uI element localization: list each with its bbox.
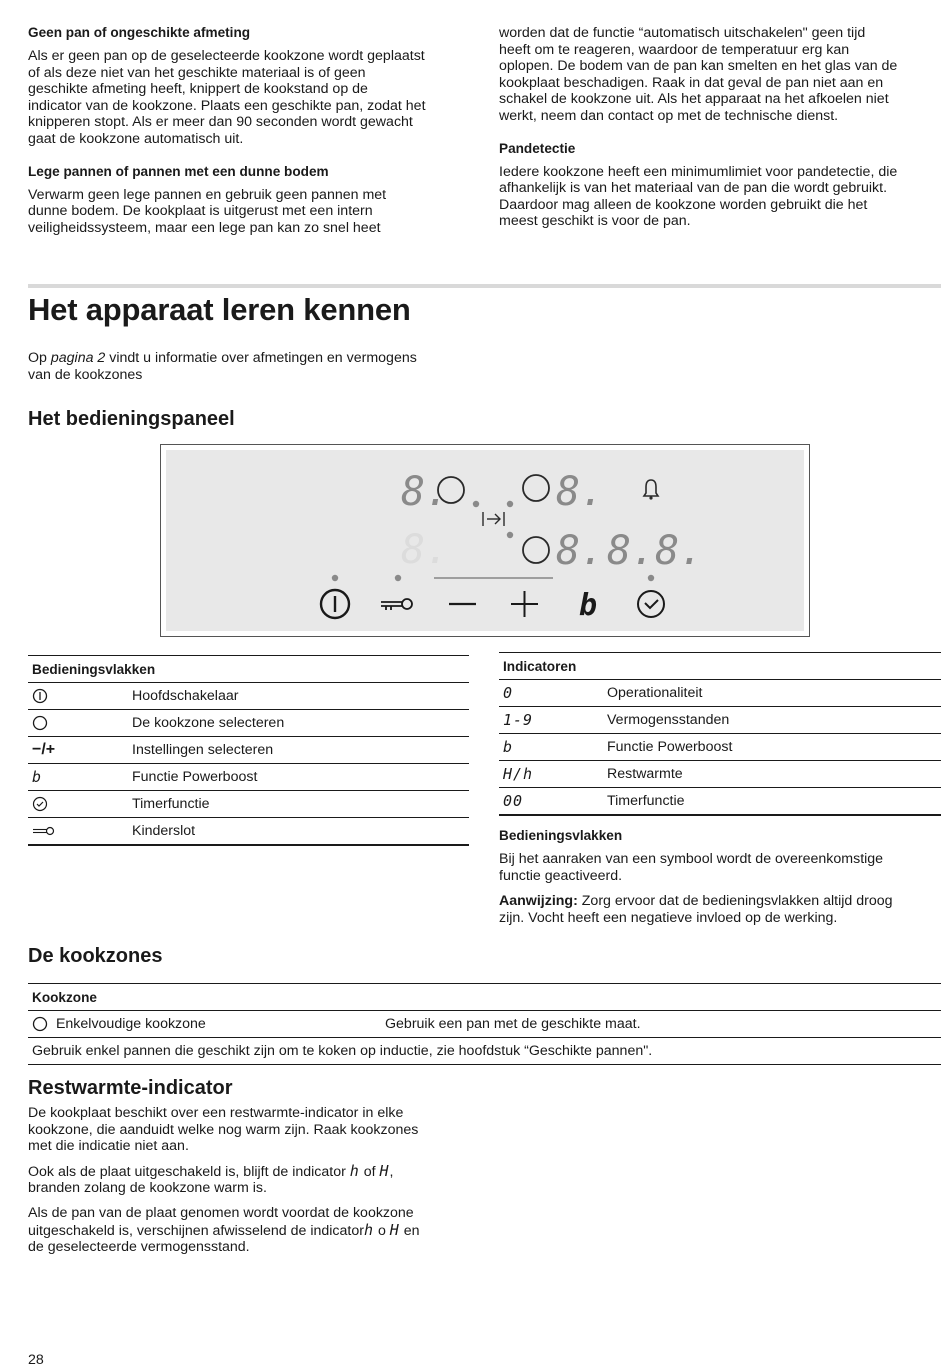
text-line: of als deze niet van het geschikte materiaal is of geen: [28, 64, 366, 81]
text-line: geschikte afmeting heeft, knippert de kookstand op de: [28, 81, 368, 98]
control-panel-svg: [161, 445, 809, 636]
section-title-control-panel: Het bedieningspaneel: [28, 408, 235, 430]
page-reference-link[interactable]: pagina 2: [50, 350, 106, 366]
section-title-controls: Bedieningsvlakken: [499, 828, 623, 843]
text-line: Als de pan van de plaat genomen wordt voordat de kookzone: [28, 1204, 414, 1221]
key-icon: [32, 825, 56, 837]
indicator-symbol: 1-9: [503, 711, 534, 729]
text-span: o: [374, 1222, 390, 1239]
text-line: werkt, neem dan contact op met de technische dienst.: [499, 107, 839, 124]
text-line: functie geactiveerd.: [499, 867, 623, 884]
cooking-zones-table: [28, 983, 941, 1065]
text-line: veiligheidssysteem, maar een lege pan kan zo snel heet: [28, 219, 381, 236]
text-line: dunne bodem. De kookplaat is uitgerust met een intern: [28, 203, 373, 220]
indicator-symbol: b: [503, 738, 514, 756]
text-line: kookzone, die aanduidt welke nog warm zijn. Raak kookzones: [28, 1121, 419, 1138]
table-row: [28, 818, 469, 846]
empty-pans-paragraph: [28, 187, 478, 237]
text-line: de geselecteerde vermogensstand.: [28, 1239, 250, 1256]
text-line: Bij het aanraken van een symbool wordt de overeenkomstige: [499, 851, 884, 867]
intro-text: van de kookzones: [28, 366, 143, 383]
table-row: [28, 737, 469, 764]
cooking-zones-table-header: Kookzone: [28, 984, 941, 1011]
table-cell-label: Operationaliteit: [603, 680, 941, 707]
table-cell-label: Vermogensstanden: [603, 707, 941, 734]
display-timer: 8.8.: [607, 528, 704, 574]
control-panel-figure: [160, 444, 810, 637]
intro-paragraph: [28, 350, 478, 383]
text-line: Daardoor mag alleen de kookzone worden gebruikt die het: [499, 196, 868, 213]
indicator-symbol: H/h: [503, 765, 534, 783]
intro-text: Op: [28, 350, 51, 366]
controls-table: [28, 655, 469, 846]
section-title-empty-pans: Lege pannen of pannen met een dunne bodem: [28, 163, 329, 179]
indicator-H-symbol: H: [389, 1220, 400, 1239]
text-line: afhankelijk is van het materiaal van de pan die wordt gebruikt.: [499, 180, 888, 197]
text-line: oplopen. De bodem van de pan kan smelten en het glas van de: [499, 58, 898, 75]
circle-icon: [32, 715, 48, 731]
text-span: en: [399, 1222, 420, 1239]
controls-table-wrapper: [28, 655, 469, 846]
text-span: of: [359, 1163, 380, 1180]
timer-icon: [32, 796, 48, 812]
pandetectie-paragraph: [499, 164, 944, 230]
indicator-h-symbol: h: [363, 1220, 374, 1239]
text-line: met die indicatie niet aan.: [28, 1138, 189, 1155]
text-span: ,: [389, 1163, 394, 1180]
controls-explanation: [499, 828, 944, 926]
table-cell-label: Kinderslot: [128, 818, 469, 846]
text-line: branden zolang de kookzone warm is.: [28, 1180, 267, 1197]
section-title-cooking-zones: De kookzones: [28, 945, 163, 967]
text-line: indicator van de kookzone. Plaats een geschikte pan, zodat het: [28, 97, 426, 114]
table-row: [499, 680, 941, 707]
table-cell-label: Timerfunctie: [128, 791, 469, 818]
table-cell-label: Hoofdschakelaar: [128, 683, 469, 710]
text-span: Ook als de plaat uitgeschakeld is, blijft de indicator: [28, 1163, 350, 1180]
text-span: uitgeschakeld is, verschijnen afwisselend de indicator: [28, 1222, 364, 1239]
text-line: kookplaat beschadigen. Raak in dat geval de pan niet aan en: [499, 74, 884, 91]
zone-indicator-dot: [507, 532, 513, 538]
note-label: Aanwijzing:: [499, 893, 578, 910]
text-line: meest geschikt is voor de pan.: [499, 213, 691, 230]
table-cell-value: Gebruik een pan met de geschikte maat.: [381, 1011, 941, 1038]
indicators-table-wrapper: [499, 652, 941, 816]
table-cell-label: Timerfunctie: [603, 788, 941, 816]
page-title: Het apparaat leren kennen: [28, 292, 411, 327]
table-cell-label: Instellingen selecteren: [128, 737, 469, 764]
table-cell-label: De kookzone selecteren: [128, 710, 469, 737]
table-cell-label: Restwarmte: [603, 761, 941, 788]
section-title-residual-heat: Restwarmte-indicator: [28, 1077, 233, 1099]
indicators-table: [499, 652, 941, 816]
table-row: [499, 761, 941, 788]
indicator-dot: [395, 575, 401, 581]
text-line: gaat de kookzone automatisch uit.: [28, 130, 244, 147]
power-icon: [32, 688, 48, 704]
circle-icon: [32, 1016, 48, 1032]
indicator-symbol: 00: [503, 792, 524, 810]
no-pan-paragraph: [28, 48, 478, 148]
residual-heat-p2: [28, 1163, 478, 1197]
table-row: [28, 683, 469, 710]
section-title-pandetectie: Pandetectie: [499, 140, 576, 156]
indicator-dot: [332, 575, 338, 581]
residual-heat-p3: [28, 1205, 478, 1256]
text-line: schakel de kookzone uit. Als het apparaat na het afkoelen niet: [499, 91, 889, 108]
indicator-symbol: 0: [503, 684, 514, 702]
indicators-table-header: Indicatoren: [499, 653, 941, 680]
table-row: [28, 791, 469, 818]
continued-paragraph: [499, 25, 944, 125]
text-line: heeft om te reageren, waardoor de temperatuur erg kan: [499, 41, 850, 58]
zone-indicator-dot: [507, 501, 513, 507]
table-row: [499, 788, 941, 816]
table-cell-label: Functie Powerboost: [603, 734, 941, 761]
indicator-h-symbol: h: [349, 1161, 360, 1180]
text-line: De kookplaat beschikt over een restwarmte-indicator in elke: [28, 1105, 404, 1121]
boost-icon: b: [32, 768, 43, 786]
display-top-right: 8.: [556, 469, 605, 515]
residual-heat-text: [28, 1105, 478, 1256]
table-row: [28, 710, 469, 737]
top-right-column: [499, 25, 944, 230]
indicator-dot: [648, 575, 654, 581]
display-top-left: 8.: [401, 469, 450, 515]
table-row: [499, 734, 941, 761]
table-row: [499, 707, 941, 734]
boost-icon: b: [579, 588, 598, 623]
display-bottom: 8.: [556, 528, 605, 574]
intro-text: vindt u informatie over afmetingen en vermogens: [105, 350, 417, 366]
minus-plus-icon: −/+: [32, 741, 56, 758]
table-cell-label: Enkelvoudige kookzone: [55, 1015, 206, 1032]
text-line: worden dat de functie “automatisch uitschakelen" geen tijd: [499, 25, 866, 41]
top-left-column: [28, 25, 478, 236]
text-line: knipperen stopt. Als er meer dan 90 seconden wordt gewacht: [28, 114, 413, 131]
table-cell-label: Functie Powerboost: [128, 764, 469, 791]
text-line: Als er geen pan op de geselecteerde kookzone wordt geplaatst: [28, 48, 425, 64]
table-footer-note: Gebruik enkel pannen die geschikt zijn om te koken op inductie, zie hoofdstuk “Geschikte pannen".: [28, 1038, 941, 1065]
display-bottom-faint: 8.: [401, 527, 450, 573]
cooking-zones-table-wrapper: [28, 983, 941, 1065]
table-row: [28, 764, 469, 791]
section-title-no-pan: Geen pan of ongeschikte afmeting: [28, 25, 251, 40]
text-line: Verwarm geen lege pannen en gebruik geen pannen met: [28, 186, 387, 203]
section-divider: [28, 284, 941, 288]
controls-table-header: Bedieningsvlakken: [28, 656, 469, 683]
indicator-H-symbol: H: [379, 1161, 390, 1180]
note-paragraph: [499, 893, 944, 926]
table-row: [28, 1038, 941, 1065]
residual-heat-p1: [28, 1105, 478, 1155]
panel-glass: [166, 450, 804, 631]
page-number: 28: [28, 1352, 44, 1368]
text-line: Iedere kookzone heeft een minimumlimiet voor pandetectie, die: [499, 163, 898, 180]
table-row: [28, 1011, 941, 1038]
note-text: Zorg ervoor dat de bedieningsvlakken altijd droog: [577, 893, 893, 910]
note-text: zijn. Vocht heeft een negatieve invloed op de werking.: [499, 909, 838, 926]
zone-indicator-dot: [473, 501, 479, 507]
